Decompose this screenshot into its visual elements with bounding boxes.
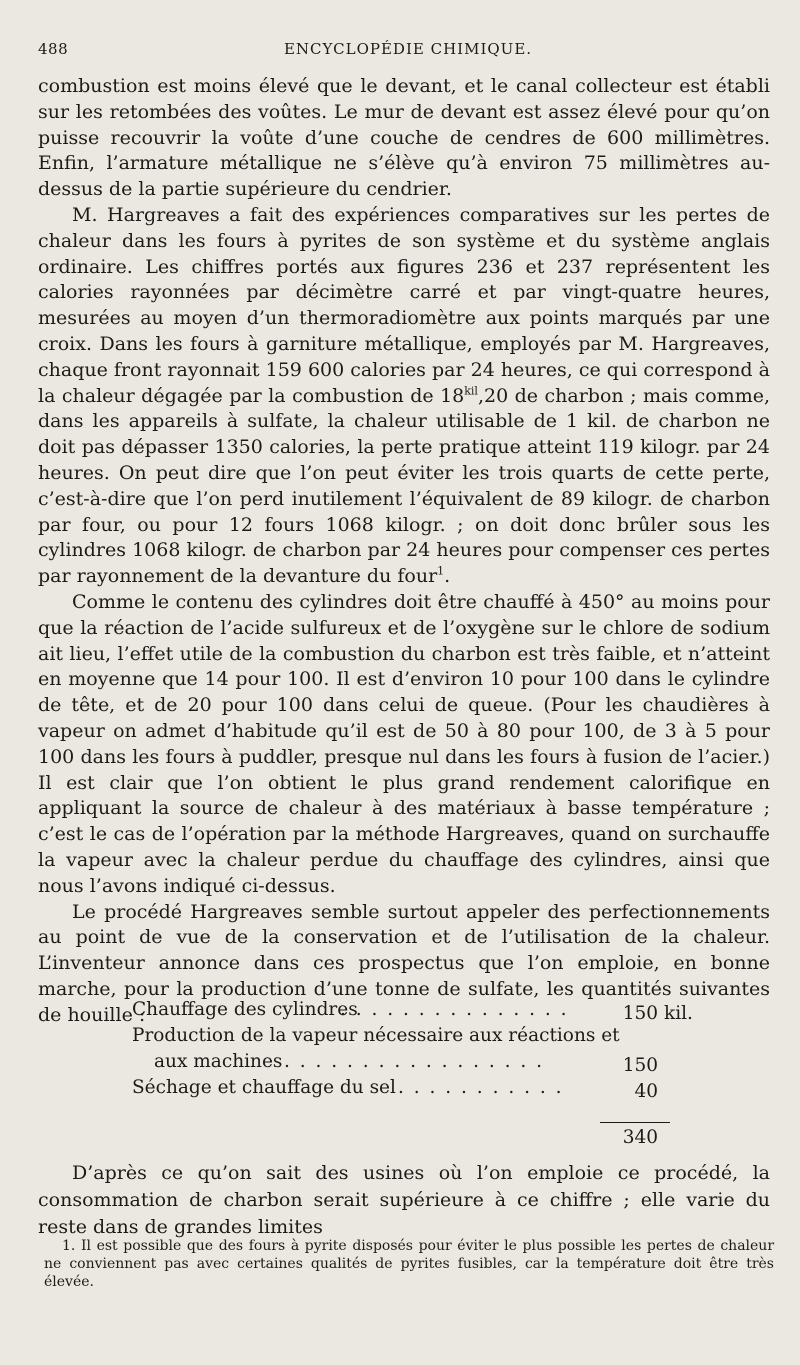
paragraph-consumption: D’après ce qu’on sait des usines où l’on emploie ce procédé, la consommation de charbon serait supérieure à ce chiffre ; elle varie du reste dans de grandes limites (38, 1162, 770, 1238)
footnote (44, 1237, 774, 1291)
paragraph-heat-losses (38, 203, 770, 590)
page-number: 488 (38, 40, 69, 58)
row-label-continued: aux machines (154, 1051, 283, 1072)
paragraph-continuation: combustion est moins élevé que le devant, et le canal collecteur est établi sur les retombées des voûtes. Le mur de devant est assez élevé pour qu’on puisse recouvrir la voûte d’une couche de cendres de 600 millimètres. Enfin, l’armature métallique ne s’élève qu’à environ 75 millimètres au-dessus de la partie supérieure du cendrier. (38, 75, 770, 201)
unit-superscript: kil (464, 384, 478, 398)
row-value: 150 (622, 1055, 658, 1076)
running-header (38, 40, 778, 66)
leader-dots: . . . . . . . . . . . . . . . (340, 999, 569, 1020)
main-text (38, 74, 770, 1028)
paragraph-end: . (444, 565, 451, 588)
paragraph-improvements: Le procédé Hargreaves semble surtout appeler des perfectionnements au point de vue de la conservation et de l’utilisation de la chaleur. L’inventeur annonce dans ces prospectus que l’on emploie, en bonne marche, pour la production d’une tonne de sulfate, les quantités suivantes de houille : (38, 900, 770, 1026)
paragraph-efficiency: Comme le contenu des cylindres doit être chauffé à 450° au moins pour que la réaction de l’acide sulfureux et de l’oxygène sur le chlore de sodium ait lieu, l’effet utile de la combustion du charbon est très faible, et n’atteint en moyenne que 14 pour 100. Il est d’environ 10 pour 100 dans le cylindre de tête, et de 20 pour 100 dans celui de queue. (Pour les chaudières à vapeur on admet d’habitude qu’il est de 50 à 80 pour 100, de 3 à 5 pour 100 dans les fours à puddler, presque nul dans les fours à fusion de l’acier.) Il est clair que l’on obtient le plus grand rendement calorifique en appliquant la source de chaleur à des matériaux à basse température ; c’est le cas de l’opération par la méthode Hargreaves, quand on surchauffe la vapeur avec la chaleur perdue du chauffage des cylindres, ainsi que nous l’avons indiqué ci-dessus. (38, 590, 770, 897)
table-row (132, 997, 712, 1023)
footnote-reference: 1 (437, 564, 445, 578)
leader-dots: . . . . . . . . . . . . . . . . . (284, 1051, 545, 1072)
row-label: Production de la vapeur nécessaire aux réactions et (132, 1025, 620, 1046)
table-total: 340 (622, 1127, 658, 1148)
paragraph-text-a: M. Hargreaves a fait des expériences comparatives sur les pertes de chaleur dans les fours à pyrites de son système et du système anglais ordinaire. Les chiffres portés aux figures 236 et 237 représentent les calories rayonnées par décimètre carré et par vingt-quatre heures, mesurées au moyen d’un thermoradiomètre aux points marqués par une croix. Dans les fours à garniture métallique, employés par M. Hargreaves, chaque front rayonnait 159 600 calories par 24 heures, ce qui correspond à la chaleur dégagée par la combustion de 18 (38, 203, 770, 407)
footnote-text: Il est possible que des fours à pyrite disposés pour éviter le plus possible les pertes de chaleur ne conviennent pas avec certaines qualités de pyrites fusibles, car la température doit être très élevée. (44, 1238, 775, 1290)
row-value: 150 (622, 1003, 658, 1024)
row-label: Séchage et chauffage du sel (132, 1077, 396, 1098)
table-row (132, 1075, 712, 1101)
closing-text (38, 1160, 770, 1241)
row-label: Chauffage des cylindres (132, 999, 358, 1020)
coal-quantities-table (132, 997, 712, 1148)
table-row (132, 1023, 712, 1049)
row-unit: kil. (664, 1003, 693, 1024)
paragraph-text-b: ,20 de charbon ; mais comme, dans les appareils à sulfate, la chaleur utilisable de 1 kil. de charbon ne doit pas dépasser 1350 calories, la perte pratique atteint 119 kilogr. par 24 heures. On peut dire que l’on peut éviter les trois quarts de cette perte, c’est-à-dire que l’on perd inutilement l’équivalent de 89 kilogr. de charbon par four, ou pour 12 fours 1068 kilogr. ; on doit donc brûler sous les cylindres 1068 kilogr. de charbon par 24 heures pour compenser ces pertes par rayonnement de la devanture du four (38, 384, 770, 588)
footnote-number: 1. (62, 1238, 76, 1254)
running-title: ENCYCLOPÉDIE CHIMIQUE. (283, 40, 533, 58)
row-value: 40 (634, 1081, 658, 1102)
table-row (132, 1049, 712, 1075)
leader-dots: . . . . . . . . . . . (398, 1077, 564, 1098)
sum-rule (600, 1122, 670, 1123)
